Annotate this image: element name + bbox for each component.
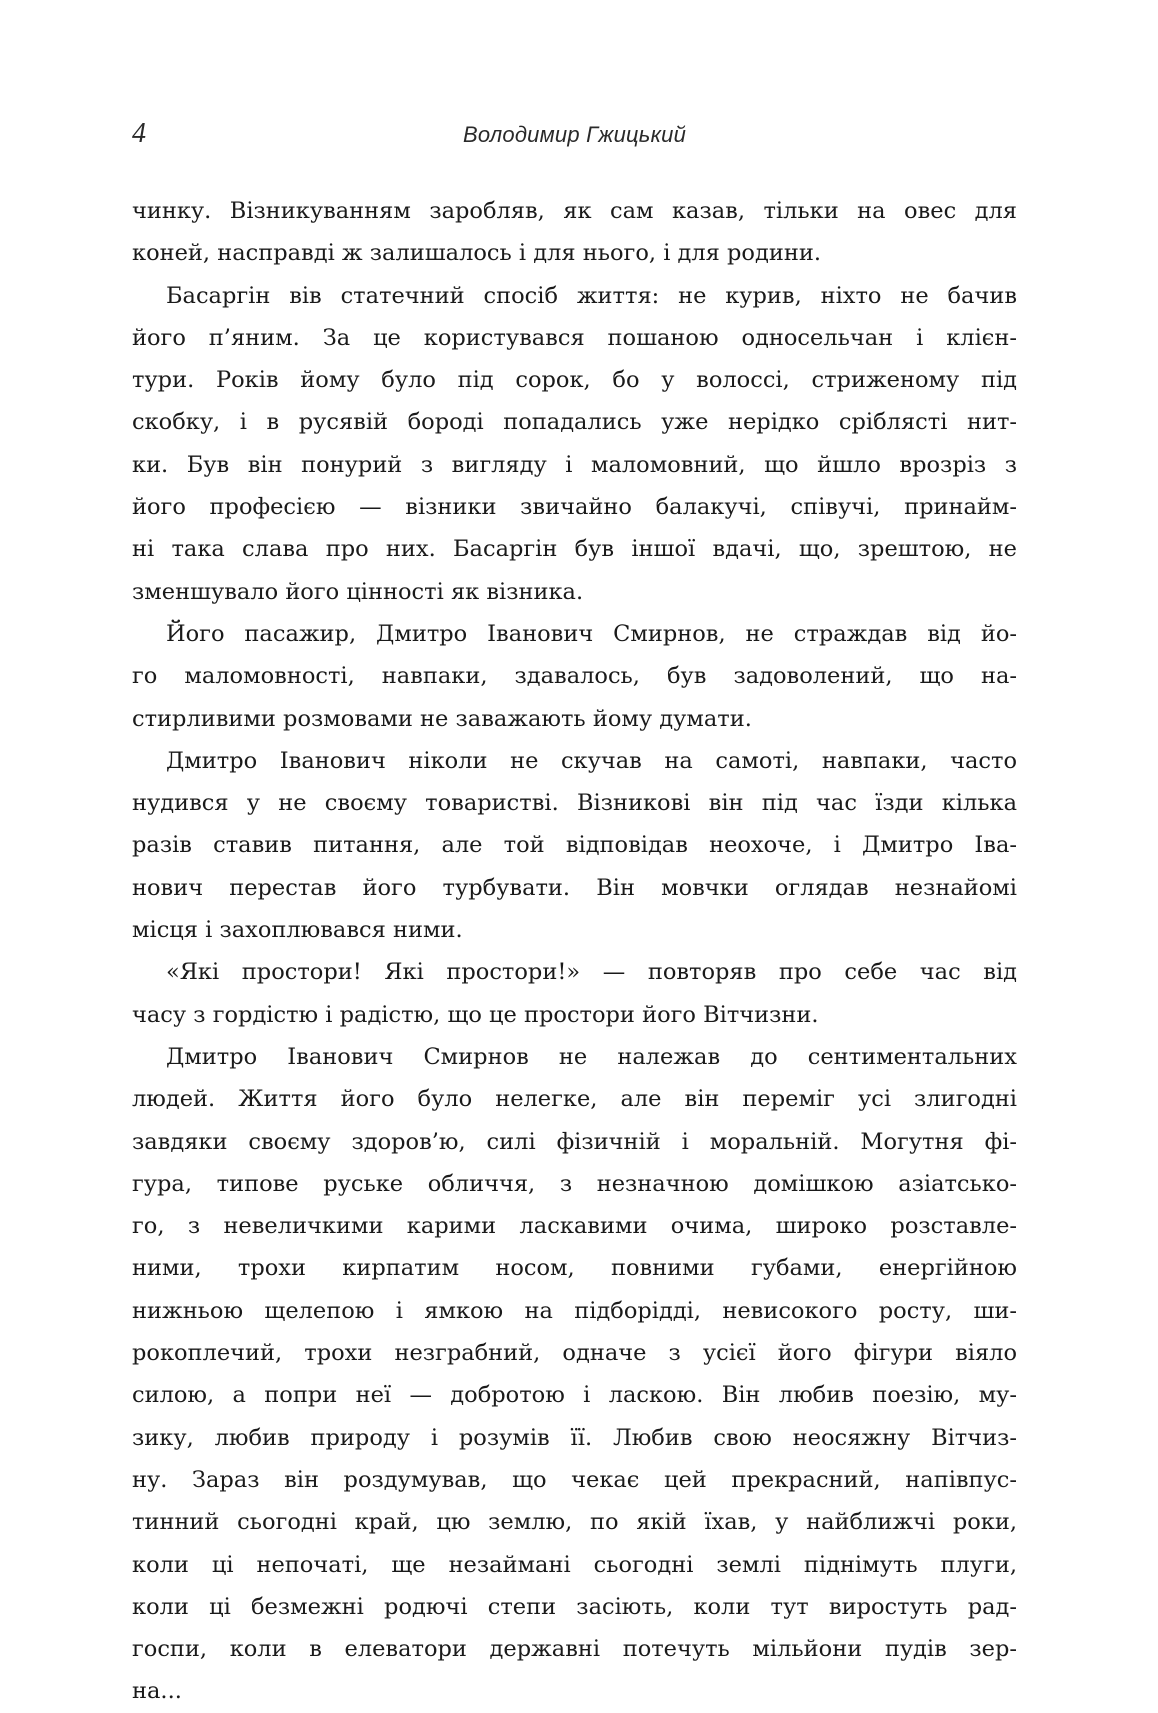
text-line: Його пасажир, Дмитро Іванович Смирнов, не страждав від йо-: [166, 620, 1017, 647]
text-line: стирливими розмовами не заважають йому думати.: [132, 705, 752, 732]
text-line: часу з гордістю і радістю, що це простори його Вітчизни.: [132, 1001, 819, 1028]
text-line: завдяки своєму здоров’ю, силі фізичній і моральній. Могутня фі-: [132, 1128, 1017, 1155]
text-line: нудився у не своєму товаристві. Візникові він під час їзди кілька: [132, 790, 1017, 817]
text-line: ні така слава про них. Басаргін був іншої вдачі, що, зрештою, не: [132, 536, 1017, 563]
text-line: коли ці непочаті, ще незаймані сьогодні землі піднімуть плуги,: [132, 1551, 1017, 1578]
text-line: тинний сьогодні край, цю землю, по якій їхав, у найближчі роки,: [132, 1509, 1017, 1536]
text-line: коней, насправді ж залишалось і для нього, і для родини.: [132, 240, 821, 267]
text-line: Дмитро Іванович Смирнов не належав до сентиментальних: [166, 1043, 1017, 1070]
text-line: госпи, коли в елеватори державні потечуть мільйони пудів зер-: [132, 1636, 1017, 1663]
text-line: скобку, і в русявій бороді попадались уже нерідко сріблясті нит-: [132, 409, 1017, 436]
text-line: зику, любив природу і розумів її. Любив свою неосяжну Вітчиз-: [132, 1424, 1017, 1451]
page-number: 4: [132, 118, 146, 149]
text-line: разів ставив питання, але той відповідав неохоче, і Дмитро Іва-: [132, 832, 1017, 859]
text-line: ки. Був він понурий з вигляду і маломовний, що йшло врозріз з: [132, 451, 1017, 478]
text-line: ними, трохи кирпатим носом, повними губами, енергійною: [132, 1255, 1017, 1282]
text-line: чинку. Візникуванням заробляв, як сам казав, тільки на овес для: [132, 198, 1017, 224]
text-line: «Які простори! Які простори!» — повторяв про себе час від: [166, 959, 1017, 986]
text-line: Дмитро Іванович ніколи не скучав на самоті, навпаки, часто: [166, 747, 1017, 774]
running-title-author: Володимир Гжицький: [462, 122, 687, 147]
text-line: нижньою щелепою і ямкою на підборідді, невисокого росту, ши-: [132, 1297, 1017, 1324]
text-line: силою, а попри неї — добротою і ласкою. Він любив поезію, му-: [132, 1382, 1017, 1409]
text-line: зменшувало його цінності як візника.: [132, 578, 584, 605]
text-line: Басаргін вів статечний спосіб життя: не курив, ніхто не бачив: [166, 282, 1017, 309]
text-line: нович перестав його турбувати. Він мовчки оглядав незнайомі: [132, 874, 1017, 901]
paragraph: [132, 1036, 1017, 1713]
text-line: коли ці безмежні родючі степи засіють, коли тут виростуть рад-: [132, 1593, 1017, 1620]
text-line: рокоплечий, трохи незграбний, одначе з усієї його фігури віяло: [132, 1340, 1017, 1367]
body-text: [132, 190, 1017, 1713]
text-line: людей. Життя його було нелегке, але він переміг усі злигодні: [132, 1086, 1017, 1113]
paragraph: [132, 613, 1017, 740]
text-line: гура, типове руське обличчя, з незначною домішкою азіатсько-: [132, 1170, 1017, 1197]
paragraph: [132, 740, 1017, 951]
paragraph: [132, 951, 1017, 1036]
text-line: тури. Років йому було під сорок, бо у волоссі, стриженому під: [132, 367, 1017, 394]
text-line: його п’яним. За це користувався пошаною односельчан і клієн-: [132, 324, 1017, 351]
text-line: на...: [132, 1678, 182, 1705]
text-line: го маломовності, навпаки, здавалось, був задоволений, що на-: [132, 663, 1017, 690]
text-line: ну. Зараз він роздумував, що чекає цей прекрасний, напівпус-: [132, 1466, 1017, 1493]
running-head: [132, 118, 1017, 158]
text-line: місця і захоплювався ними.: [132, 917, 463, 944]
paragraph: [132, 275, 1017, 613]
text-line: його професією — візники звичайно балакучі, співучі, принайм-: [132, 494, 1017, 521]
text-line: го, з невеличкими карими ласкавими очима, широко розставле-: [132, 1213, 1017, 1240]
paragraph: [132, 190, 1017, 275]
